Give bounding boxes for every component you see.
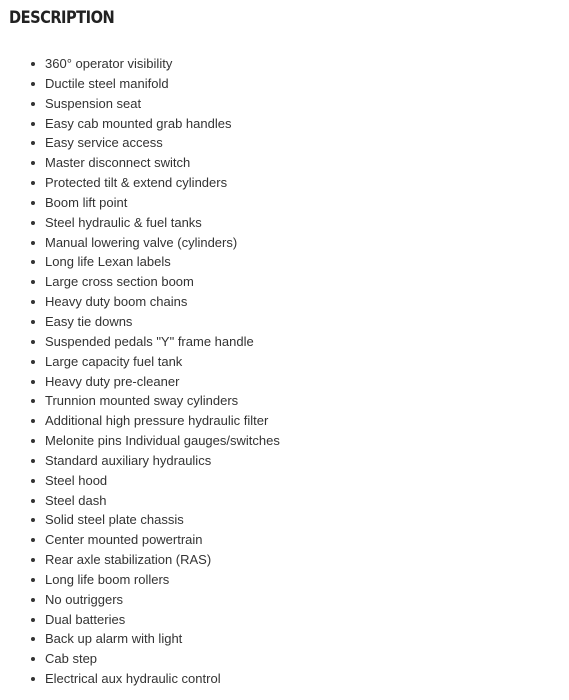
bullet-icon — [31, 380, 35, 384]
bullet-icon — [31, 538, 35, 542]
bullet-icon — [31, 598, 35, 602]
list-item-text: Easy tie downs — [45, 313, 133, 329]
list-item — [9, 173, 280, 193]
description-section — [9, 0, 559, 687]
bullet-icon — [31, 677, 35, 681]
bullet-icon — [31, 260, 35, 264]
list-item-text: Additional high pressure hydraulic filter — [45, 413, 269, 429]
list-item — [9, 610, 280, 630]
feature-list — [9, 54, 280, 689]
list-item — [9, 669, 280, 689]
list-item — [9, 292, 280, 312]
list-item — [9, 213, 280, 233]
list-item-text: Center mounted powertrain — [45, 532, 203, 548]
list-item-text: Melonite pins Individual gauges/switches — [45, 433, 280, 449]
list-item-text: Suspended pedals "Y" frame handle — [45, 333, 254, 349]
list-item-text: Trunnion mounted sway cylinders — [45, 393, 239, 409]
list-item-text: Easy service access — [45, 135, 163, 151]
bullet-icon — [31, 578, 35, 582]
list-item — [9, 451, 280, 471]
list-item-text: Steel hood — [45, 472, 108, 488]
bullet-icon — [31, 320, 35, 324]
list-item — [9, 510, 280, 530]
bullet-icon — [31, 340, 35, 344]
list-item-text: Rear axle stabilization (RAS) — [45, 552, 212, 568]
bullet-icon — [31, 122, 35, 126]
list-item-text: Protected tilt & extend cylinders — [45, 175, 228, 191]
bullet-icon — [31, 300, 35, 304]
list-item-text: Heavy duty boom chains — [45, 294, 188, 310]
bullet-icon — [31, 280, 35, 284]
bullet-icon — [31, 161, 35, 165]
list-item — [9, 629, 280, 649]
list-item — [9, 590, 280, 610]
bullet-icon — [31, 201, 35, 205]
list-item — [9, 252, 280, 272]
list-item — [9, 114, 280, 134]
list-item-text: Easy cab mounted grab handles — [45, 115, 232, 131]
list-item-text: Cab step — [45, 651, 98, 667]
list-item-text: Large capacity fuel tank — [45, 353, 183, 369]
list-item-text: Steel hydraulic & fuel tanks — [45, 214, 202, 230]
bullet-icon — [31, 657, 35, 661]
bullet-icon — [31, 558, 35, 562]
list-item — [9, 570, 280, 590]
bullet-icon — [31, 479, 35, 483]
bullet-icon — [31, 221, 35, 225]
list-item — [9, 649, 280, 669]
list-item-text: Suspension seat — [45, 95, 142, 111]
list-item-text: No outriggers — [45, 591, 124, 607]
list-item-text: Solid steel plate chassis — [45, 512, 184, 528]
bullet-icon — [31, 459, 35, 463]
bullet-icon — [31, 241, 35, 245]
bullet-icon — [31, 419, 35, 423]
list-item — [9, 133, 280, 153]
list-item — [9, 530, 280, 550]
list-item-text: Long life boom rollers — [45, 571, 170, 587]
list-item-text: Master disconnect switch — [45, 155, 191, 171]
bullet-icon — [31, 181, 35, 185]
list-item — [9, 233, 280, 253]
bullet-icon — [31, 499, 35, 503]
bullet-icon — [31, 102, 35, 106]
bullet-icon — [31, 360, 35, 364]
list-item — [9, 391, 280, 411]
bullet-icon — [31, 439, 35, 443]
list-item — [9, 193, 280, 213]
list-item-text: Electrical aux hydraulic control — [45, 671, 221, 687]
list-item — [9, 94, 280, 114]
list-item-text: Large cross section boom — [45, 274, 194, 290]
list-item — [9, 272, 280, 292]
list-item — [9, 332, 280, 352]
bullet-icon — [31, 518, 35, 522]
bullet-icon — [31, 637, 35, 641]
bullet-icon — [31, 399, 35, 403]
list-item — [9, 431, 280, 451]
list-item-text: Dual batteries — [45, 611, 126, 627]
list-item — [9, 411, 280, 431]
list-item-text: Heavy duty pre-cleaner — [45, 373, 180, 389]
list-item — [9, 54, 280, 74]
list-item — [9, 372, 280, 392]
list-item-text: Manual lowering valve (cylinders) — [45, 234, 238, 250]
list-item — [9, 471, 280, 491]
list-item-text: Long life Lexan labels — [45, 254, 171, 270]
list-item — [9, 550, 280, 570]
bullet-icon — [31, 82, 35, 86]
section-title: DESCRIPTION — [9, 8, 115, 28]
list-item-text: Boom lift point — [45, 194, 128, 210]
list-item-text: 360° operator visibility — [45, 56, 173, 71]
list-item — [9, 491, 280, 511]
list-item-text: Ductile steel manifold — [45, 75, 169, 91]
list-item — [9, 312, 280, 332]
bullet-icon — [31, 141, 35, 145]
list-item-text: Back up alarm with light — [45, 631, 183, 647]
bullet-icon — [31, 618, 35, 622]
list-item — [9, 74, 280, 94]
list-item — [9, 153, 280, 173]
list-item-text: Standard auxiliary hydraulics — [45, 452, 212, 468]
list-item — [9, 352, 280, 372]
bullet-icon — [31, 62, 35, 66]
list-item-text: Steel dash — [45, 492, 107, 508]
